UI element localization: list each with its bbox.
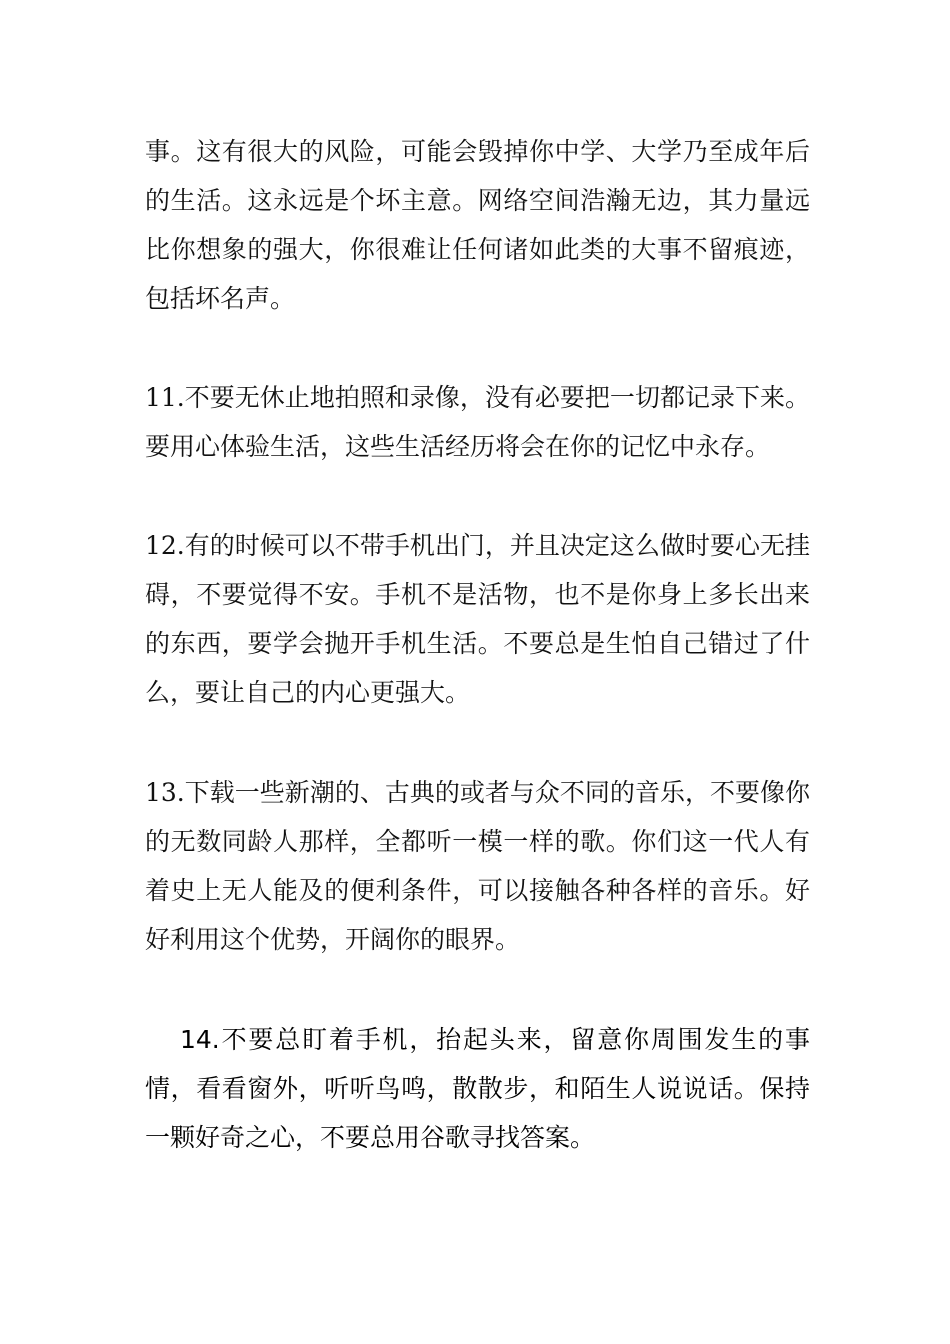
paragraph-continuation: 事。这有很大的风险，可能会毁掉你中学、大学乃至成年后的生活。这永远是个坏主意。网络空间浩瀚无边，其力量远比你想象的强大，你很难让任何诸如此类的大事不留痕迹，包括坏名声。: [145, 137, 810, 313]
paragraph-item-13: 13.下载一些新潮的、古典的或者与众不同的音乐，不要像你的无数同龄人那样，全都听一模一样的歌。你们这一代人有着史上无人能及的便利条件，可以接触各种各样的音乐。好好利用这个优势，开阔你的眼界。: [145, 778, 810, 954]
paragraph-item-12: 12.有的时候可以不带手机出门，并且决定这么做时要心无挂碍，不要觉得不安。手机不是活物，也不是你身上多长出来的东西，要学会抛开手机生活。不要总是生怕自己错过了什么，要让自己的内心更强大。: [145, 531, 810, 707]
paragraph-item-11: 11.不要无休止地拍照和录像，没有必要把一切都记录下来。要用心体验生活，这些生活经历将会在你的记忆中永存。: [145, 383, 810, 461]
paragraph-item-14: 14.不要总盯着手机，抬起头来，留意你周围发生的事情，看看窗外，听听鸟鸣，散散步，和陌生人说说话。保持一颗好奇之心，不要总用谷歌寻找答案。: [145, 1025, 810, 1152]
